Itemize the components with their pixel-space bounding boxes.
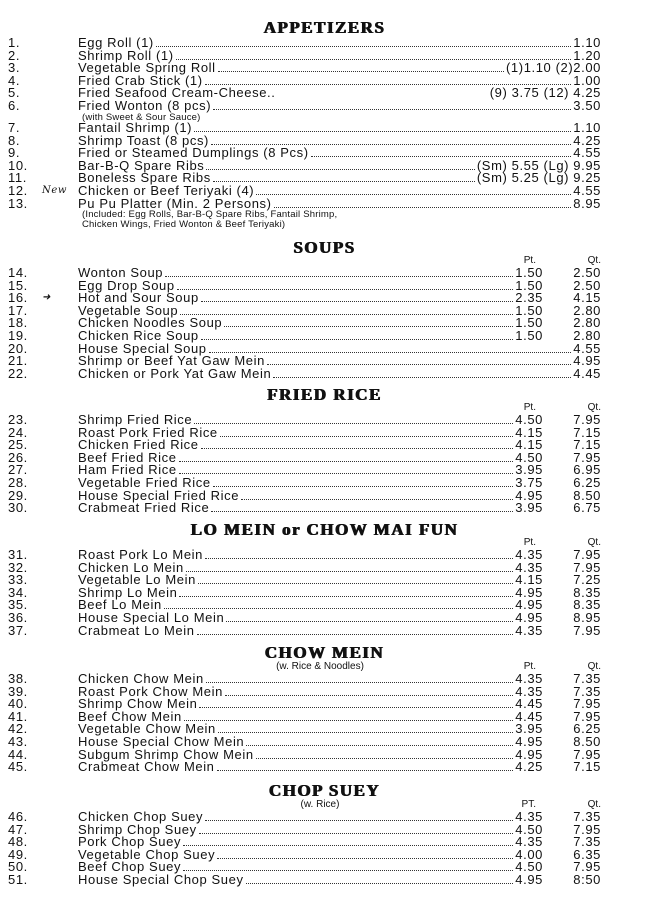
item-name: Chicken or Pork Yat Gaw Mein [78, 365, 272, 381]
item-name: Chicken Noodles Soup [78, 315, 223, 331]
item-note: (Included: Egg Rolls, Bar-B-Q Spare Ribs, Fantail Shrimp, [82, 209, 338, 221]
item-number: 28. [8, 474, 28, 490]
item-list [0, 549, 649, 637]
item-number: 12. [8, 183, 28, 199]
quart-column-header: Qt. [587, 799, 601, 810]
dot-leader [176, 50, 572, 60]
item-name: Subgum Shrimp Chow Mein [78, 746, 254, 762]
section-title: LO MEIN or CHOW MAI FUN [190, 520, 459, 539]
item-number: 49. [8, 846, 28, 862]
dot-leader [246, 874, 514, 884]
menu-item [0, 97, 649, 113]
item-price-pint: 4.00 [515, 846, 543, 862]
item-price-pint: 1.50 [515, 277, 543, 293]
item-price: (1)1.10 (2)2.00 [506, 60, 601, 76]
dot-leader [211, 135, 571, 145]
item-name: Shrimp Toast (8 pcs) [78, 132, 209, 148]
item-price-pint: 4.15 [515, 437, 543, 453]
item-name: Vegetable Lo Mein [78, 572, 196, 588]
item-number: 34. [8, 584, 28, 600]
item-note: Chicken Wings, Fried Wonton & Beef Teriyaki) [82, 218, 286, 230]
item-price-pint: 3.95 [515, 721, 543, 737]
item-number: 3. [8, 60, 21, 76]
hot-arrow-icon: ➜ [42, 292, 51, 304]
item-number: 9. [8, 145, 21, 161]
menu-item [0, 622, 649, 638]
dot-leader [217, 849, 513, 859]
item-price-quart: 6.35 [573, 846, 601, 862]
item-number: 14. [8, 265, 28, 280]
item-price-pint: 4.95 [515, 871, 543, 887]
item-number: 33. [8, 572, 28, 588]
item-name: Crabmeat Chow Mein [78, 759, 215, 775]
pint-column-header: PT. [521, 799, 536, 810]
item-price-quart: 6.25 [573, 474, 601, 490]
item-price-pint: 4.95 [515, 597, 543, 613]
dot-leader [198, 574, 513, 584]
item-price: 4.95 [573, 353, 601, 369]
item-name: House Special Fried Rice [78, 487, 240, 503]
item-price-pint: 4.95 [515, 487, 543, 503]
item-number: 51. [8, 871, 28, 887]
item-number: 44. [8, 746, 28, 762]
dot-leader [274, 198, 572, 208]
menu-item [0, 871, 649, 887]
item-price-quart: 8:50 [573, 871, 601, 887]
quart-column-header: Qt. [587, 661, 601, 672]
item-name: Fried or Steamed Dumplings (8 Pcs) [78, 145, 309, 161]
dot-leader [206, 160, 474, 170]
dot-leader [213, 100, 571, 110]
dot-leader [201, 439, 514, 449]
dot-leader [205, 811, 513, 821]
dot-leader [217, 761, 514, 771]
item-price-quart: 7.95 [573, 696, 601, 712]
item-name: House Special Chow Mein [78, 733, 245, 749]
item-price-pint: 3.95 [515, 462, 543, 478]
item-number: 47. [8, 821, 28, 837]
item-price-quart: 8.95 [573, 609, 601, 625]
item-number: 31. [8, 547, 28, 562]
item-name: Fried Wonton (8 pcs) [78, 97, 212, 113]
item-name: Vegetable Spring Roll [78, 60, 216, 76]
item-number: 50. [8, 859, 28, 875]
dot-leader [177, 280, 514, 290]
dot-leader [256, 749, 514, 759]
item-name: Roast Pork Lo Mein [78, 547, 203, 562]
item-price-quart: 8.35 [573, 597, 601, 613]
item-price: (Sm) 5.25 (Lg) 9.25 [476, 170, 601, 186]
item-number: 26. [8, 449, 28, 465]
dot-leader [201, 330, 514, 340]
item-name: Chicken Lo Mein [78, 559, 184, 575]
dot-leader [220, 427, 514, 437]
item-line [78, 622, 601, 638]
dot-leader [218, 723, 513, 733]
section-title: CHOW MEIN [264, 643, 385, 662]
item-price-pint: 1.50 [515, 302, 543, 318]
item-name: Boneless Spare Ribs [78, 170, 211, 186]
item-price-pint: 4.95 [515, 609, 543, 625]
item-number: 22. [8, 365, 28, 381]
item-line [78, 761, 601, 774]
item-name: Beef Fried Rice [78, 449, 177, 465]
dot-leader [201, 292, 514, 302]
item-price-pint: 4.50 [515, 821, 543, 837]
item-number: 1. [8, 35, 21, 50]
item-price-quart: 7.35 [573, 683, 601, 699]
dot-leader [183, 861, 513, 871]
dot-leader [311, 147, 572, 157]
item-price-quart: 7.95 [573, 708, 601, 724]
item-price: 4.25 [573, 132, 601, 148]
dot-leader [179, 452, 514, 462]
menu-item [0, 761, 649, 774]
item-price-quart: 2.50 [573, 277, 601, 293]
item-number: 45. [8, 759, 28, 775]
item-price-pint: 4.15 [515, 424, 543, 440]
item-number: 8. [8, 132, 21, 148]
item-name: Chicken Rice Soup [78, 327, 199, 343]
quart-column-header: Qt. [587, 537, 601, 548]
item-price: 4.45 [573, 365, 601, 381]
item-price-pint: 4.95 [515, 746, 543, 762]
item-price-quart: 7.95 [573, 547, 601, 562]
dot-leader [241, 490, 513, 500]
item-number: 18. [8, 315, 28, 331]
section-title: APPETIZERS [263, 18, 386, 37]
item-name: Crabmeat Fried Rice [78, 500, 210, 516]
item-price-pint: 4.15 [515, 572, 543, 588]
dot-leader [277, 88, 487, 97]
item-price-quart: 7.25 [573, 572, 601, 588]
item-price-pint: 4.45 [515, 696, 543, 712]
item-price-quart: 2.80 [573, 302, 601, 318]
section-title: FRIED RICE [267, 385, 382, 404]
item-price-pint: 4.45 [515, 708, 543, 724]
item-price-quart: 7.95 [573, 821, 601, 837]
item-price-pint: 1.50 [515, 327, 543, 343]
item-price-quart: 7.95 [573, 622, 601, 638]
item-name: Vegetable Fried Rice [78, 474, 211, 490]
item-line [78, 365, 601, 381]
section-subtitle: (w. Rice) [300, 799, 340, 810]
dot-leader [205, 75, 572, 85]
item-price-quart: 7.95 [573, 449, 601, 465]
item-number: 21. [8, 353, 28, 369]
item-price-quart: 7.95 [573, 559, 601, 575]
dot-leader [199, 824, 514, 834]
item-name: Vegetable Chow Mein [78, 721, 216, 737]
item-name: Fantail Shrimp (1) [78, 120, 193, 136]
item-number: 39. [8, 683, 28, 699]
item-price-pint: 4.35 [515, 559, 543, 575]
item-name: Shrimp or Beef Yat Gaw Mein [78, 353, 265, 369]
pint-column-header: Pt. [523, 402, 536, 413]
item-price-quart: 6.95 [573, 462, 601, 478]
item-number: 5. [8, 85, 21, 101]
item-name: Bar-B-Q Spare Ribs [78, 157, 205, 173]
section-title: SOUPS [293, 238, 356, 257]
dot-leader [246, 736, 513, 746]
item-price-quart: 8.50 [573, 487, 601, 503]
dot-leader [205, 549, 513, 559]
item-line [78, 97, 601, 113]
item-price-quart: 7.95 [573, 859, 601, 875]
item-name: Chicken Chop Suey [78, 809, 204, 824]
item-number: 27. [8, 462, 28, 478]
item-price-quart: 7.35 [573, 809, 601, 824]
dot-leader [213, 477, 514, 487]
item-price-pint: 4.50 [515, 412, 543, 427]
dot-leader [209, 343, 572, 353]
item-price-quart: 6.25 [573, 721, 601, 737]
item-number: 20. [8, 340, 28, 356]
item-price: 4.55 [573, 340, 601, 356]
item-number: 15. [8, 277, 28, 293]
item-name: House Special Chop Suey [78, 871, 244, 887]
item-price-pint: 4.35 [515, 683, 543, 699]
menu-item [0, 365, 649, 381]
dot-leader [224, 317, 513, 327]
item-number: 37. [8, 622, 28, 638]
item-price-pint: 4.25 [515, 759, 543, 775]
menu-item [0, 502, 649, 515]
item-price-quart: 2.50 [573, 265, 601, 280]
item-price: (Sm) 5.55 (Lg) 9.95 [476, 157, 601, 173]
pint-column-header: Pt. [523, 661, 536, 672]
item-name: Beef Chop Suey [78, 859, 182, 875]
item-number: 42. [8, 721, 28, 737]
item-price: 1.10 [573, 35, 601, 50]
dot-leader [226, 612, 513, 622]
dot-leader [211, 502, 513, 512]
item-price: 1.00 [573, 72, 601, 88]
item-name: Shrimp Fried Rice [78, 412, 193, 427]
item-price-quart: 2.80 [573, 327, 601, 343]
item-name: Shrimp Roll (1) [78, 47, 174, 63]
item-name: Egg Drop Soup [78, 277, 175, 293]
dot-leader [184, 711, 514, 721]
item-price-pint: 4.35 [515, 834, 543, 850]
dot-leader [273, 368, 571, 378]
item-number: 25. [8, 437, 28, 453]
item-number: 7. [8, 120, 21, 136]
item-name: Crabmeat Lo Mein [78, 622, 195, 638]
item-price-pint: 4.35 [515, 809, 543, 824]
item-price-pint: 2.35 [515, 290, 543, 306]
item-number: 19. [8, 327, 28, 343]
item-number: 29. [8, 487, 28, 503]
item-number: 13. [8, 195, 28, 211]
item-name: Pork Chop Suey [78, 834, 182, 850]
item-price-quart: 7.15 [573, 759, 601, 775]
dot-leader [206, 673, 513, 683]
section-title: CHOP SUEY [268, 781, 381, 800]
dot-leader [179, 464, 514, 474]
item-price-quart: 2.80 [573, 315, 601, 331]
item-number: 30. [8, 500, 28, 516]
dot-leader [267, 355, 571, 365]
item-name: Roast Pork Fried Rice [78, 424, 218, 440]
item-price-quart: 7.95 [573, 746, 601, 762]
item-price: 4.55 [573, 183, 601, 199]
item-price-pint: 4.35 [515, 622, 543, 638]
item-list [0, 673, 649, 774]
item-list [0, 414, 649, 515]
item-name: House Special Lo Mein [78, 609, 225, 625]
new-mark: New [42, 185, 68, 197]
item-price-quart: 7.35 [573, 834, 601, 850]
item-number: 6. [8, 97, 21, 113]
dot-leader [179, 587, 513, 597]
item-number: 48. [8, 834, 28, 850]
item-price-quart: 7.35 [573, 671, 601, 686]
item-name: Shrimp Lo Mein [78, 584, 178, 600]
item-price-pint: 4.95 [515, 584, 543, 600]
item-list [0, 267, 649, 380]
item-name: Shrimp Chop Suey [78, 821, 197, 837]
item-name: Vegetable Soup [78, 302, 179, 318]
item-line [78, 502, 601, 515]
item-line [78, 871, 601, 887]
item-number: 46. [8, 809, 28, 824]
item-number: 38. [8, 671, 28, 686]
item-name: Shrimp Chow Mein [78, 696, 198, 712]
item-price-quart: 4.15 [573, 290, 601, 306]
dot-leader [256, 185, 571, 195]
item-name: Wonton Soup [78, 265, 164, 280]
item-price-quart: 7.15 [573, 437, 601, 453]
dot-leader [194, 414, 513, 424]
dot-leader [213, 172, 475, 182]
item-number: 16. [8, 290, 28, 306]
item-price-pint: 3.75 [515, 474, 543, 490]
item-price-pint: 1.50 [515, 315, 543, 331]
item-number: 24. [8, 424, 28, 440]
item-price-pint: 1.50 [515, 265, 543, 280]
item-price: 8.95 [573, 195, 601, 211]
item-number: 23. [8, 412, 28, 427]
item-name: House Special Soup [78, 340, 207, 356]
item-list [0, 37, 649, 229]
item-price-pint: 4.95 [515, 733, 543, 749]
item-number: 36. [8, 609, 28, 625]
item-name: Beef Chow Mein [78, 708, 182, 724]
item-price-quart: 6.75 [573, 500, 601, 516]
item-price: 4.55 [573, 145, 601, 161]
item-list [0, 811, 649, 887]
dot-leader [156, 37, 571, 47]
item-note: (with Sweet & Sour Sauce) [82, 111, 201, 123]
item-name: Fried Seafood Cream-Cheese.. [78, 85, 276, 101]
dot-leader [183, 836, 513, 846]
dot-leader [225, 686, 513, 696]
item-name: Roast Pork Chow Mein [78, 683, 223, 699]
item-number: 32. [8, 559, 28, 575]
pint-column-header: Pt. [523, 255, 536, 266]
item-name: Chicken Chow Mein [78, 671, 204, 686]
item-name: Beef Lo Mein [78, 597, 162, 613]
item-price: 1.10 [573, 120, 601, 136]
item-name: Fried Crab Stick (1) [78, 72, 203, 88]
dot-leader [180, 305, 513, 315]
dot-leader [186, 562, 513, 572]
item-number: 11. [8, 170, 27, 186]
item-number: 2. [8, 47, 21, 63]
dot-leader [197, 625, 514, 635]
item-price-quart: 8.50 [573, 733, 601, 749]
item-price-pint: 4.50 [515, 859, 543, 875]
item-number: 43. [8, 733, 28, 749]
dot-leader [218, 62, 504, 72]
item-number: 41. [8, 708, 28, 724]
dot-leader [194, 122, 571, 132]
quart-column-header: Qt. [587, 402, 601, 413]
item-price-quart: 7.15 [573, 424, 601, 440]
item-number: 35. [8, 597, 28, 613]
item-name: Egg Roll (1) [78, 35, 154, 50]
item-price-pint: 4.35 [515, 547, 543, 562]
dot-leader [199, 698, 513, 708]
quart-column-header: Qt. [587, 255, 601, 266]
item-number: 17. [8, 302, 28, 318]
item-price: (9) 3.75 (12) 4.25 [489, 85, 601, 101]
item-price-quart: 7.95 [573, 412, 601, 427]
item-name: Pu Pu Platter (Min. 2 Persons) [78, 195, 272, 211]
item-price-pint: 4.50 [515, 449, 543, 465]
item-name: Chicken or Beef Teriyaki (4) [78, 183, 255, 199]
item-price-quart: 8.35 [573, 584, 601, 600]
dot-leader [164, 599, 513, 609]
item-price: 3.50 [573, 97, 601, 113]
dot-leader [165, 267, 513, 277]
item-number: 4. [8, 72, 21, 88]
item-price-pint: 4.35 [515, 671, 543, 686]
item-price: 1.20 [573, 47, 601, 63]
pint-column-header: Pt. [523, 537, 536, 548]
item-number: 10. [8, 157, 28, 173]
item-name: Vegetable Chop Suey [78, 846, 216, 862]
section-subtitle: (w. Rice & Noodles) [276, 661, 364, 672]
item-name: Hot and Sour Soup [78, 290, 199, 306]
item-name: Chicken Fried Rice [78, 437, 199, 453]
item-price-pint: 3.95 [515, 500, 543, 516]
item-number: 40. [8, 696, 28, 712]
item-name: Ham Fried Rice [78, 462, 177, 478]
